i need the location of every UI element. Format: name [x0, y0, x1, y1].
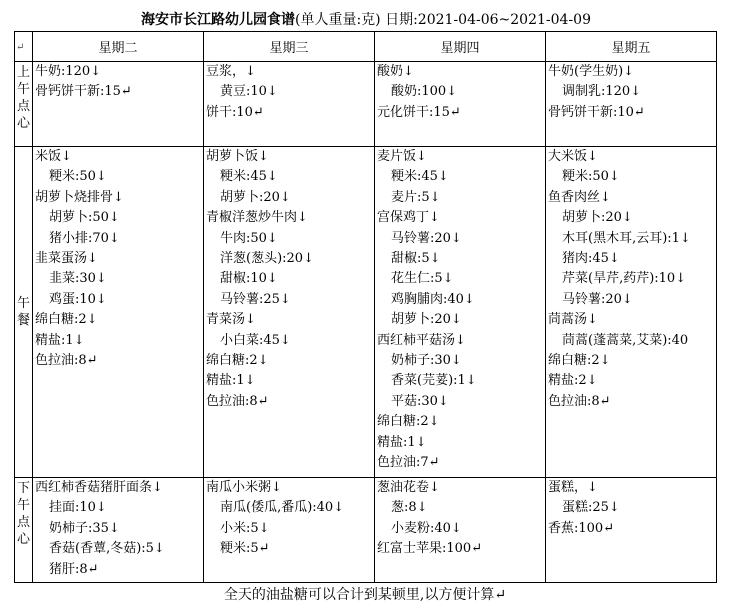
ingredient-line: 洋葱(葱头):20↓: [220, 251, 314, 267]
ingredient-line: 粳米:45↓: [220, 169, 278, 185]
ingredient-line: 鸡蛋:10↓: [49, 291, 107, 307]
menu-cell-tue: [33, 147, 204, 478]
dish-line: 鱼香肉丝↓: [548, 189, 611, 205]
dish-line: 饼干:10↵: [206, 104, 264, 120]
ingredient-line: 香菜(芫荽):1↓: [391, 373, 477, 389]
dish-line: 绵白糖:2↓: [206, 353, 269, 369]
ingredient-line: 蛋糕:25↓: [562, 500, 620, 516]
menu-cell-fri: [546, 147, 717, 478]
dish-line: 色拉油:7↵: [377, 455, 440, 471]
afternoon-snack-row: [15, 478, 717, 583]
menu-cell-thu: [375, 147, 546, 478]
ingredient-line: 平菇:30↓: [391, 393, 449, 409]
menu-cell-fri: [546, 62, 717, 147]
dish-line: 香蕉:100↵: [548, 520, 615, 536]
dish-line: 蛋糕，↓: [548, 480, 598, 495]
ingredient-line: 马铃薯:20↓: [562, 291, 633, 307]
dish-line: 精盐:1↓: [206, 373, 256, 389]
dish-line: 酸奶↓: [377, 64, 414, 79]
dish-line: 绵白糖:2↓: [35, 312, 98, 328]
dish-line: 青椒洋葱炒牛肉↓: [206, 210, 308, 226]
title-school: 海安市长江路幼儿园食谱: [141, 12, 295, 28]
meal-label-char: 午: [16, 498, 30, 513]
meal-label-char: 点: [16, 515, 30, 530]
dish-line: 骨钙饼干新:15↵: [35, 84, 132, 100]
dish-line: 胡萝卜饭↓: [206, 149, 269, 164]
ingredient-line: 甜椒:10↓: [220, 271, 278, 287]
meal-label-char: 心: [16, 532, 30, 547]
header-row: [15, 32, 717, 62]
dish-line: 牛奶(学生奶)↓: [548, 64, 635, 79]
meal-label-char: 点: [16, 99, 30, 114]
menu-cell-fri: [546, 478, 717, 583]
footer-note: 全天的油盐糖可以合计到某顿里,以方便计算↵: [223, 587, 507, 603]
dish-line: 色拉油:8↵: [206, 393, 269, 409]
dish-line: 青菜汤↓: [206, 312, 256, 328]
ingredient-line: 马铃薯:25↓: [220, 291, 291, 307]
ingredient-line: 葱:8↓: [391, 500, 428, 516]
ingredient-line: 粳米:45↓: [391, 169, 449, 185]
dish-line: 米饭↓: [35, 149, 72, 164]
ingredient-line: 甜椒:5↓: [391, 251, 441, 267]
dish-line: 色拉油:8↵: [548, 393, 611, 409]
ingredient-line: 香菇(香蕈,冬菇):5↓: [49, 541, 165, 557]
menu-cell-thu: [375, 62, 546, 147]
dish-line: 红富士苹果:100↵: [377, 541, 483, 557]
ingredient-line: 猪肉:45↓: [562, 251, 620, 267]
ingredient-line: 胡萝卜:20↓: [220, 189, 291, 205]
dish-line: 大米饭↓: [548, 149, 598, 164]
meal-label-char: 上: [16, 65, 30, 80]
meal-label-char: 午: [16, 82, 30, 97]
ingredient-line: 酸奶:100↓: [391, 84, 458, 100]
ingredient-line: 花生仁:5↓: [391, 271, 454, 287]
menu-cell-tue: [33, 62, 204, 147]
day-header-fri: 星期五: [546, 32, 717, 62]
ingredient-line: 胡萝卜:50↓: [49, 210, 120, 226]
meal-label-char: 下: [16, 481, 30, 496]
ingredient-line: 马铃薯:20↓: [391, 230, 462, 246]
day-header-thu: 星期四: [375, 32, 546, 62]
dish-line: 韭菜蛋汤↓: [35, 251, 98, 267]
dish-line: 西红柿香菇猪肝面条↓: [35, 480, 163, 495]
dish-line: 牛奶:120↓: [35, 64, 102, 79]
dish-line: 南瓜小米粥↓: [206, 480, 282, 495]
dish-line: 茼蒿汤↓: [548, 312, 598, 328]
menu-cell-tue: [33, 478, 204, 583]
morning-snack-row: [15, 62, 717, 147]
dish-line: 豆浆，↓: [206, 64, 256, 79]
dish-line: 精盐:1↓: [377, 434, 427, 450]
ingredient-line: 胡萝卜:20↓: [562, 210, 633, 226]
dish-line: 麦片饭↓: [377, 149, 427, 164]
ingredient-line: 鸡胸脯肉:40↓: [391, 291, 475, 307]
ingredient-line: 粳米:50↓: [49, 169, 107, 185]
meal-label-char: 心: [16, 116, 30, 131]
ingredient-line: 胡萝卜:20↓: [391, 312, 462, 328]
dish-line: 葱油花卷↓: [377, 480, 440, 495]
title-date: (单人重量:克) 日期:2021-04-06~2021-04-09: [295, 12, 591, 28]
menu-cell-wed: [204, 62, 375, 147]
ingredient-line: 猪小排:70↓: [49, 230, 120, 246]
meal-label: [15, 478, 33, 583]
ingredient-line: 木耳(黑木耳,云耳):1↓: [562, 230, 691, 246]
meal-label-char: 午: [16, 296, 30, 311]
menu-cell-thu: [375, 478, 546, 583]
day-header-tue: 星期二: [33, 32, 204, 62]
meal-label-char: 餐: [16, 313, 30, 328]
dish-line: 骨钙饼干新:10↵: [548, 104, 645, 120]
ingredient-line: 奶柿子:30↓: [391, 353, 462, 369]
ingredient-line: 芹菜(旱芹,药芹):10↓: [562, 271, 687, 287]
dish-line: 精盐:1↓: [35, 332, 85, 348]
ingredient-line: 牛肉:50↓: [220, 230, 278, 246]
menu-cell-wed: [204, 147, 375, 478]
ingredient-line: 挂面:10↓: [49, 500, 107, 516]
ingredient-line: 猪肝:8↵: [49, 561, 99, 577]
ingredient-line: 麦片:5↓: [391, 189, 441, 205]
dish-line: 元化饼干:15↵: [377, 104, 461, 120]
ingredient-line: 小米:5↓: [220, 520, 270, 536]
corner-cell: ↵: [15, 32, 33, 62]
meal-label: [15, 147, 33, 478]
dish-line: 精盐:2↓: [548, 373, 598, 389]
menu-cell-wed: [204, 478, 375, 583]
ingredient-line: 茼蒿(蓬蒿菜,艾菜):40: [562, 332, 689, 348]
dish-line: 色拉油:8↵: [35, 353, 98, 369]
ingredient-line: 南瓜(倭瓜,番瓜):40↓: [220, 500, 345, 516]
menu-table: [14, 31, 717, 583]
dish-line: 绵白糖:2↓: [377, 414, 440, 430]
dish-line: 宫保鸡丁↓: [377, 210, 440, 226]
ingredient-line: 小麦粉:40↓: [391, 520, 462, 536]
page-title: [0, 9, 732, 29]
ingredient-line: 粳米:5↵: [220, 541, 270, 557]
ingredient-line: 调制乳:120↓: [562, 84, 642, 100]
dish-line: 胡萝卜烧排骨↓: [35, 189, 124, 205]
day-header-wed: 星期三: [204, 32, 375, 62]
ingredient-line: 韭菜:30↓: [49, 271, 107, 287]
ingredient-line: 黄豆:10↓: [220, 84, 278, 100]
ingredient-line: 奶柿子:35↓: [49, 520, 120, 536]
dish-line: 绵白糖:2↓: [548, 353, 611, 369]
dish-line: 西红柿平菇汤↓: [377, 332, 466, 348]
meal-label: [15, 62, 33, 147]
lunch-row: [15, 147, 717, 478]
ingredient-line: 小白菜:45↓: [220, 332, 291, 348]
ingredient-line: 粳米:50↓: [562, 169, 620, 185]
